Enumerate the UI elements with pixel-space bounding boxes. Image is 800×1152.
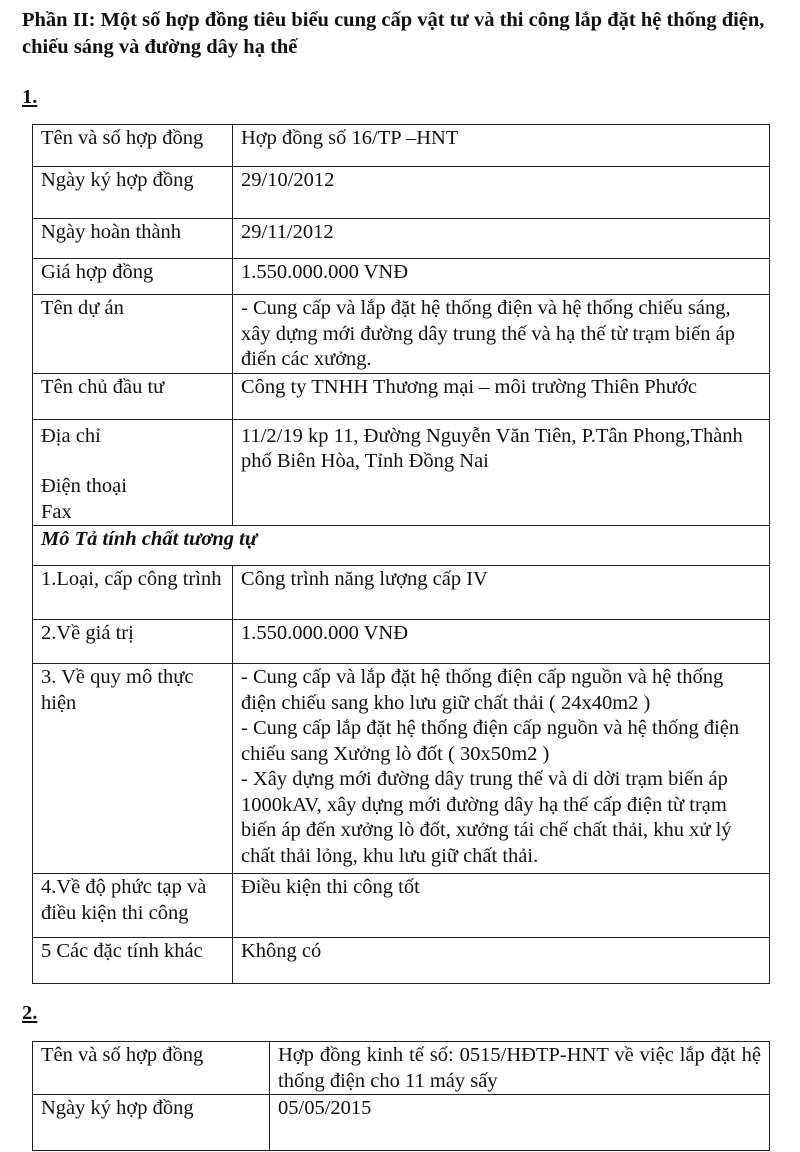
section-number-2: 2. <box>22 1002 38 1024</box>
table-row <box>33 620 770 664</box>
other-characteristics-value: Không có <box>233 938 770 984</box>
completion-date-value: 29/11/2012 <box>233 219 770 259</box>
scale-label: 3. Về quy mô thực hiện <box>33 664 233 874</box>
table-row <box>33 219 770 259</box>
table-row <box>33 259 770 295</box>
table-row <box>33 874 770 938</box>
table-row <box>33 125 770 167</box>
investor-value: Công ty TNHH Thương mại – môi trường Thiên Phước <box>233 373 770 419</box>
contract-name-label: Tên và số hợp đồng <box>33 1042 270 1095</box>
project-type-value: Công trình năng lượng cấp IV <box>233 566 770 620</box>
table-row <box>33 566 770 620</box>
table-row <box>33 938 770 984</box>
contract-price-value: 1.550.000.000 VNĐ <box>233 259 770 295</box>
contract-name-label: Tên và số hợp đồng <box>33 125 233 167</box>
section-number-1: 1. <box>22 86 38 108</box>
contract-price-label: Giá hợp đồng <box>33 259 233 295</box>
scale-item: - Cung cấp và lắp đặt hệ thống điện cấp nguồn và hệ thống điện chiếu sang kho lưu giữ chất thải ( 24x40m2 ) <box>241 666 724 714</box>
fax-label: Fax <box>41 500 72 523</box>
contract-table-2 <box>32 1041 770 1151</box>
table-row <box>33 1095 770 1151</box>
contract-name-value: Hợp đồng số 16/TP –HNT <box>233 125 770 167</box>
contract-table-1 <box>32 124 770 984</box>
address-label: Địa chỉ <box>41 424 101 447</box>
investor-label: Tên chủ đầu tư <box>33 373 233 419</box>
sign-date-value: 05/05/2015 <box>270 1095 770 1151</box>
table-row <box>33 419 770 526</box>
table-row <box>33 373 770 419</box>
phone-label: Điện thoại <box>41 475 127 497</box>
other-characteristics-label: 5 Các đặc tính khác <box>33 938 233 984</box>
complexity-label: 4.Về độ phức tạp và điều kiện thi công <box>33 874 233 938</box>
sign-date-label: Ngày ký hợp đồng <box>33 1095 270 1151</box>
address-value: 11/2/19 kp 11, Đường Nguyễn Văn Tiên, P.Tân Phong,Thành phố Biên Hòa, Tỉnh Đồng Nai <box>233 419 770 526</box>
scale-item: - Cung cấp lắp đặt hệ thống điện cấp nguồn và hệ thống điện chiếu sang Xưởng lò đốt ( 30x50m2 ) <box>241 717 740 765</box>
table-row <box>33 1042 770 1095</box>
complexity-value: Điều kiện thi công tốt <box>233 874 770 938</box>
sign-date-value: 29/10/2012 <box>233 167 770 219</box>
value-value: 1.550.000.000 VNĐ <box>233 620 770 664</box>
project-name-value: - Cung cấp và lắp đặt hệ thống điện và hệ thống chiếu sáng, xây dựng mới đường dây trung thế và hạ thế từ trạm biến áp điến các xưởng. <box>233 295 770 374</box>
project-name-label: Tên dự án <box>33 295 233 374</box>
sign-date-label: Ngày ký hợp đồng <box>33 167 233 219</box>
address-label-cell <box>33 419 233 526</box>
completion-date-label: Ngày hoàn thành <box>33 219 233 259</box>
table-row <box>33 526 770 566</box>
similarity-header: Mô Tả tính chất tương tự <box>33 526 770 566</box>
section-heading: Phần II: Một số hợp đồng tiêu biểu cung cấp vật tư và thi công lắp đặt hệ thống điện, chiếu sáng và đường dây hạ thế <box>22 9 765 58</box>
value-label: 2.Về giá trị <box>33 620 233 664</box>
table-row <box>33 664 770 874</box>
contract-name-value: Hợp đồng kinh tế số: 0515/HĐTP-HNT về việc lắp đặt hệ thống điện cho 11 máy sấy <box>270 1042 770 1095</box>
table-row <box>33 295 770 374</box>
scale-value-cell <box>233 664 770 874</box>
table-row <box>33 167 770 219</box>
project-type-label: 1.Loại, cấp công trình <box>33 566 233 620</box>
blank-line <box>41 449 224 474</box>
scale-item: - Xây dựng mới đường dây trung thế và di dời trạm biến áp 1000kAV, xây dựng mới đường dây hạ thế cấp điện từ trạm biến áp đến xưởng lò đốt, xưởng tái chế chất thải, khu xử lý chất thải lỏng, khu lưu giữ chất thải. <box>241 768 732 867</box>
